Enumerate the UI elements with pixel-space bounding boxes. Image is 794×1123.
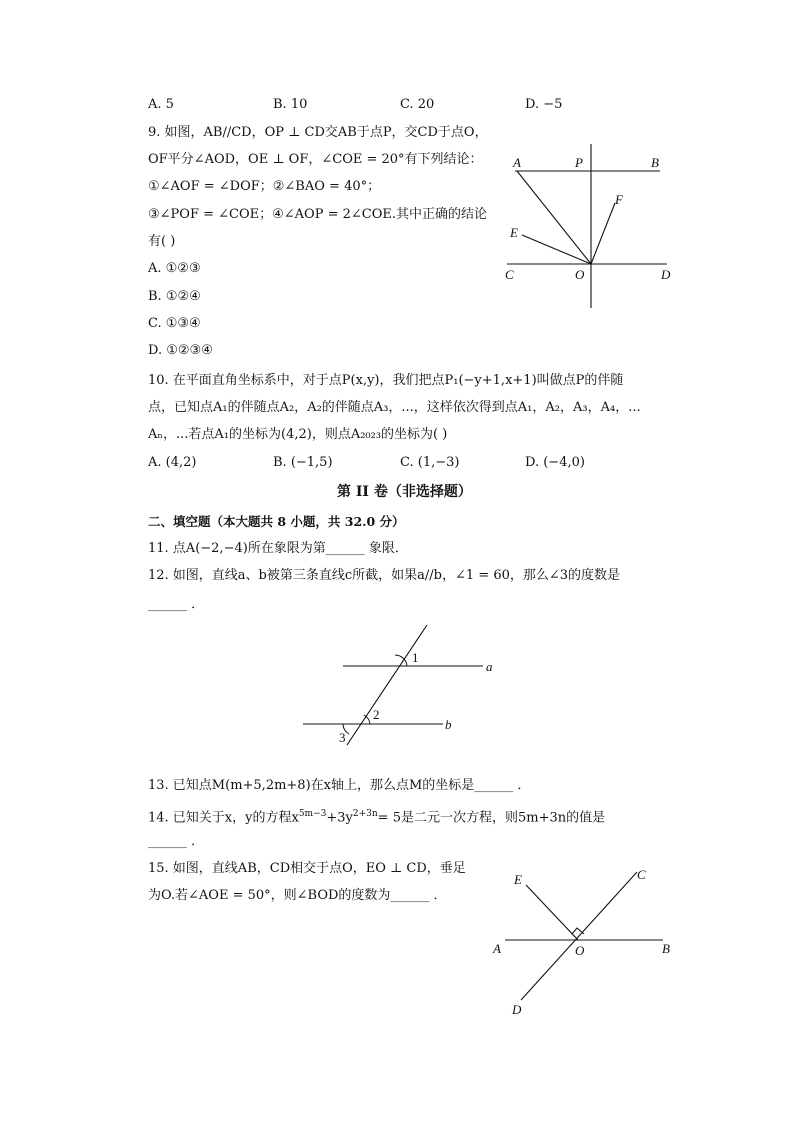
q13-text: 13. 已知点M(m+5,2m+8)在x轴上，那么点M的坐标是______ ． bbox=[148, 778, 531, 793]
label-o: O bbox=[575, 267, 585, 282]
label-b: b bbox=[445, 717, 452, 732]
q8-option-c: C. 20 bbox=[400, 97, 435, 112]
q9-line-3: ①∠AOF = ∠DOF；②∠BAO = 40°； bbox=[148, 179, 381, 194]
right-angle-mark bbox=[572, 928, 584, 934]
label-a: a bbox=[486, 659, 493, 674]
label-d: D bbox=[661, 267, 671, 282]
q10-option-a: A. (4,2) bbox=[148, 455, 197, 470]
q10-line-3: Aₙ，...若点A₁的坐标为(4,2)，则点A₂₀₂₃的坐标为( ) bbox=[148, 427, 448, 442]
q15-figure bbox=[485, 860, 685, 1025]
label-a: A bbox=[513, 155, 521, 170]
label-e: E bbox=[514, 872, 522, 887]
q11-text: 11. 点A(−2,−4)所在象限为第______ 象限． bbox=[148, 541, 408, 556]
part-2-title: 第 II 卷（非选择题） bbox=[337, 484, 472, 500]
label-f: F bbox=[615, 192, 623, 207]
q14-line-2: ______ ． bbox=[148, 834, 205, 849]
q9-line-5: 有( ) bbox=[148, 234, 176, 249]
q14-prefix: 14. 已知关于x，y的方程x bbox=[148, 810, 299, 826]
q8-option-d: D. −5 bbox=[525, 97, 563, 112]
q12-line-2: ______ ． bbox=[148, 597, 205, 612]
q9-option-d: D. ①②③④ bbox=[148, 343, 213, 358]
q8-option-a: A. 5 bbox=[148, 97, 174, 112]
label-b: B bbox=[662, 941, 670, 956]
q9-line-2: OF平分∠AOD，OE ⊥ OF，∠COE = 20°有下列结论： bbox=[148, 152, 483, 167]
angle-1-label: 1 bbox=[412, 650, 419, 665]
ray-of bbox=[591, 203, 615, 264]
section-2-title: 二、填空题（本大题共 8 小题，共 32.0 分） bbox=[148, 514, 405, 529]
q12-figure bbox=[295, 618, 493, 748]
q8-option-b: B. 10 bbox=[273, 97, 308, 112]
q9-option-b: B. ①②④ bbox=[148, 289, 201, 304]
q14-exponent-1: 5m−3 bbox=[298, 809, 327, 819]
q9-figure bbox=[495, 140, 685, 320]
q15-line-1: 15. 如图，直线AB，CD相交于点O，EO ⊥ CD，垂足 bbox=[148, 861, 466, 876]
ray-oe bbox=[526, 885, 578, 940]
ray-oe bbox=[522, 235, 591, 264]
angle-2-label: 2 bbox=[373, 707, 380, 722]
label-c: C bbox=[505, 267, 514, 282]
q10-option-d: D. (−4,0) bbox=[525, 455, 585, 470]
line-c bbox=[347, 625, 427, 745]
label-d: D bbox=[512, 1002, 522, 1017]
q9-line-1: 9. 如图，AB//CD，OP ⊥ CD交AB于点P，交CD于点O， bbox=[148, 125, 488, 140]
q14-line-1 bbox=[148, 805, 605, 827]
q15-line-2: 为O.若∠AOE = 50°，则∠BOD的度数为______ ． bbox=[148, 888, 447, 903]
q9-option-c: C. ①③④ bbox=[148, 316, 201, 331]
q10-line-1: 10. 在平面直角坐标系中，对于点P(x,y)，我们把点P₁(−y+1,x+1)叫做点P的伴随 bbox=[148, 373, 624, 388]
label-o: O bbox=[575, 943, 585, 958]
q10-option-b: B. (−1,5) bbox=[273, 455, 333, 470]
label-e: E bbox=[510, 225, 518, 240]
angle-3-label: 3 bbox=[339, 730, 346, 745]
q14-middle: +3y bbox=[326, 810, 353, 826]
q9-option-a: A. ①②③ bbox=[148, 261, 201, 276]
line-cd bbox=[521, 872, 637, 1000]
q10-option-c: C. (1,−3) bbox=[400, 455, 460, 470]
q14-suffix: = 5是二元一次方程，则5m+3n的值是 bbox=[377, 810, 606, 826]
label-b: B bbox=[651, 155, 659, 170]
q9-line-4: ③∠POF = ∠COE；④∠AOP = 2∠COE.其中正确的结论 bbox=[148, 207, 488, 222]
label-p: P bbox=[575, 155, 583, 170]
ray-oa bbox=[517, 171, 591, 264]
q14-exponent-2: 2+3n bbox=[352, 809, 378, 819]
q10-line-2: 点，已知点A₁的伴随点A₂，A₂的伴随点A₃，...，这样依次得到点A₁，A₂，A₃，A₄，... bbox=[148, 400, 641, 415]
angle-2-arc bbox=[364, 715, 370, 724]
label-c: C bbox=[637, 867, 646, 882]
q12-line-1: 12. 如图，直线a、b被第三条直线c所截，如果a//b，∠1 = 60，那么∠3的度数是 bbox=[148, 568, 621, 583]
label-a: A bbox=[493, 941, 501, 956]
